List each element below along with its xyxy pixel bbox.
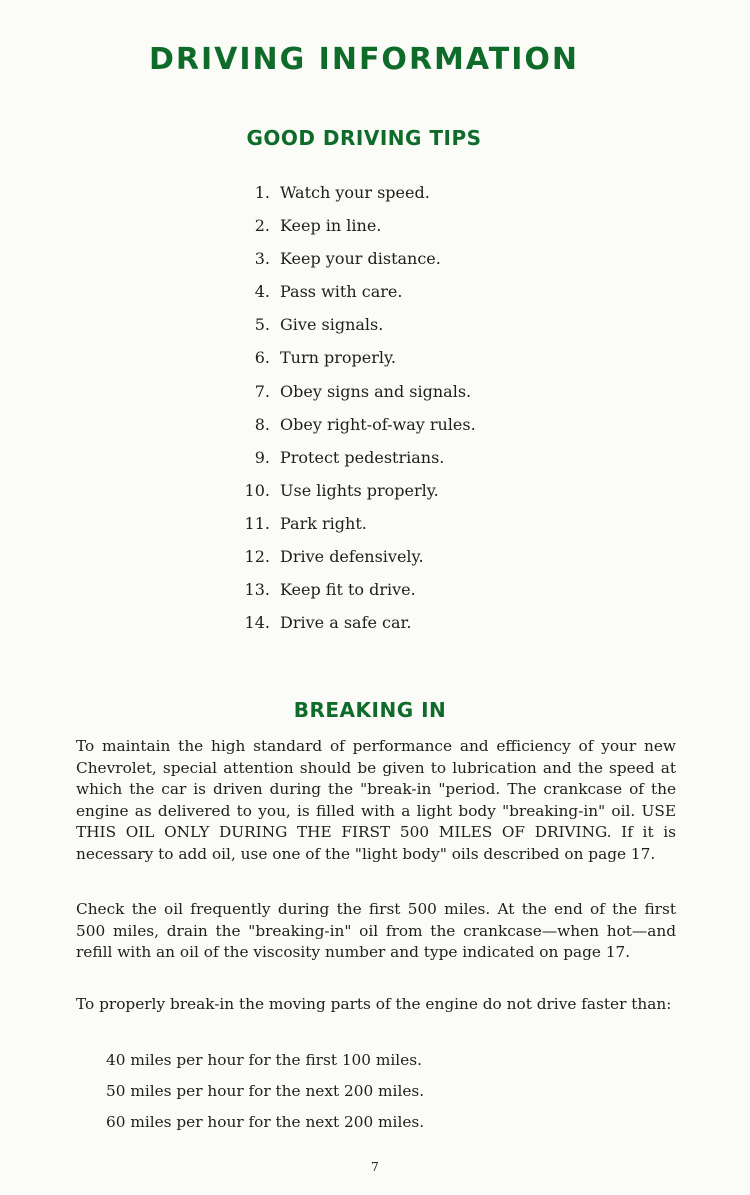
list-item: 5. Give signals. — [254, 315, 384, 335]
list-item: 1. Watch your speed. — [254, 183, 430, 202]
page-title: DRIVING INFORMATION — [148, 42, 580, 77]
list-item: 2. Keep in line. — [254, 216, 382, 236]
driving-tips-list — [232, 180, 476, 643]
list-item: 40 miles per hour for the first 100 miles. — [106, 1051, 422, 1069]
list-item: 13. Keep fit to drive. — [244, 580, 416, 600]
list-item: 60 miles per hour for the next 200 miles. — [106, 1113, 425, 1131]
list-item: 11. Park right. — [244, 513, 367, 533]
list-item: 6. Turn properly. — [254, 348, 397, 368]
list-item: 3. Keep your distance. — [254, 249, 441, 269]
breaking-in-paragraph-2: Check the oil frequently during the first 500 miles. At the end of the first 500 miles, drain the "breaking-in" oil from the crankcase—when hot—and refill with an oil of the viscosity number and type indicated on page 17. — [76, 900, 676, 961]
breaking-in-section-title: BREAKING IN — [293, 698, 447, 722]
breaking-in-paragraph-3: To properly break-in the moving parts of the engine do not drive faster than: — [76, 995, 672, 1013]
tips-section-title: GOOD DRIVING TIPS — [246, 126, 482, 150]
breaking-in-paragraph-1: To maintain the high standard of performance and efficiency of your new Chevrolet, special attention should be given to lubrication and the speed at which the car is driven during the "break-in "period. The crankcase of the engine as delivered to you, is filled with a light body "breaking-in" oil. USE THIS OIL ONLY DURING THE FIRST 500 MILES OF DRIVING. If it is necessary to add oil, use one of the "light body" oils described on page 17. — [76, 737, 676, 863]
list-item: 4. Pass with care. — [254, 282, 403, 302]
list-item: 8. Obey right-of-way rules. — [254, 414, 476, 434]
list-item: 14. Drive a safe car. — [244, 613, 412, 633]
list-item: 9. Protect pedestrians. — [254, 447, 445, 467]
list-item: 7. Obey signs and signals. — [254, 381, 472, 401]
list-item: 12. Drive defensively. — [244, 547, 424, 567]
page-number: 7 — [371, 1160, 379, 1174]
list-item: 50 miles per hour for the next 200 miles. — [106, 1082, 425, 1100]
list-item: 10. Use lights properly. — [244, 480, 439, 500]
speed-limit-list — [106, 1047, 424, 1140]
